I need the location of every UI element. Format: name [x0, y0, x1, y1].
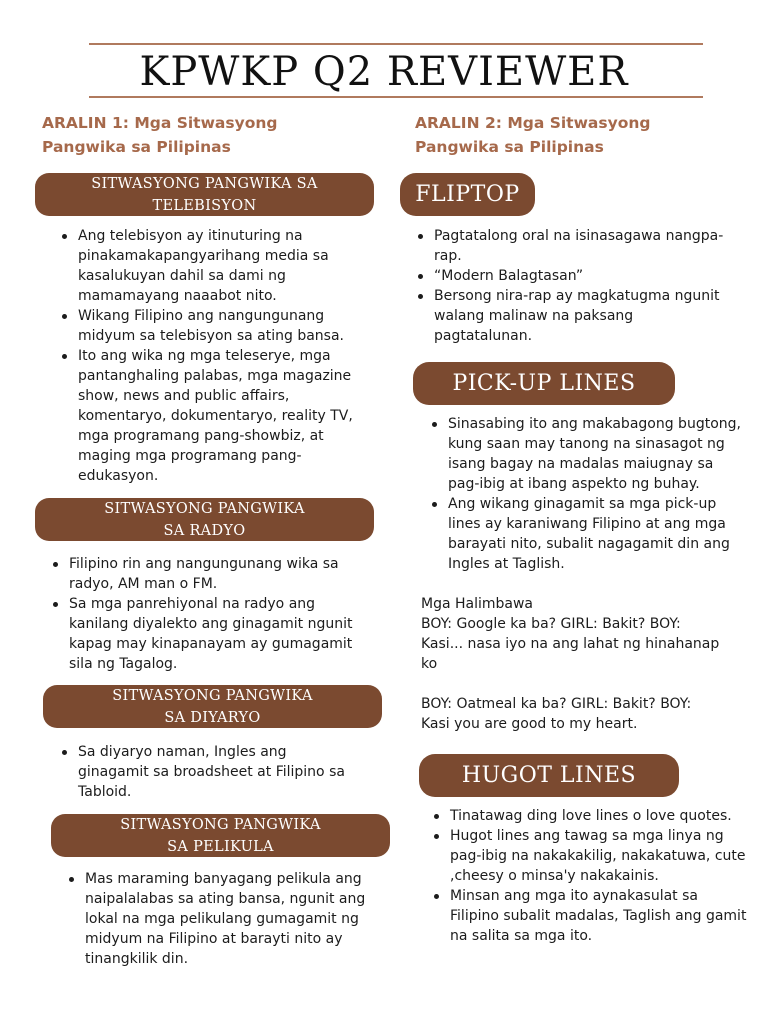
- page-title: KPWKP Q2 REVIEWER: [139, 49, 629, 95]
- section-heading-pick-up-lines: [413, 362, 675, 405]
- section-heading-label: HUGOT LINES: [461, 763, 637, 788]
- list-item: Bersong nira-rap ay magkatugma ngunit walang malinaw na paksang pagtatalunan.: [434, 286, 734, 346]
- list-item: Sinasabing ito ang makabagong bugtong, kung saan may tanong na sinasagot ng isang bagay na madalas maiugnay sa pag-ibig at ibang aspekto ng buhay.: [448, 414, 748, 494]
- top-divider: [89, 43, 703, 45]
- section-heading-label: PICK-UP LINES: [452, 371, 636, 396]
- section-heading-label: SITWASYONG PANGWIKA SA RADYO: [104, 500, 305, 539]
- hugot-lines-bullet-list: [426, 806, 750, 946]
- list-item: Tinatawag ding love lines o love quotes.: [450, 806, 750, 826]
- list-item: Hugot lines ang tawag sa mga linya ng pag-ibig na nakakakilig, nakakatuwa, cute ,cheesy o minsa'y nakakainis.: [450, 826, 750, 886]
- section-heading-label: SITWASYONG PANGWIKA SA TELEBISYON: [91, 175, 318, 214]
- telebisyon-bullet-list: [54, 226, 378, 486]
- section-heading-label: FLIPTOP: [415, 182, 520, 207]
- pick-up-lines-bullet-list: [424, 414, 748, 574]
- section-heading-label: SITWASYONG PANGWIKA SA DIYARYO: [112, 687, 313, 726]
- list-item: Pagtatalong oral na isinasagawa nangpa-rap.: [434, 226, 734, 266]
- section-heading-radyo: [35, 498, 374, 541]
- section-heading-diyaryo: [43, 685, 382, 728]
- list-item: Filipino rin ang nangungunang wika sa radyo, AM man o FM.: [69, 554, 369, 594]
- fliptop-bullet-list: [410, 226, 734, 346]
- pelikula-bullet-list: [61, 869, 385, 969]
- example-2: BOY: Oatmeal ka ba? GIRL: Bakit? BOY: Kasi you are good to my heart.: [421, 696, 692, 732]
- diyaryo-bullet-list: [54, 742, 358, 802]
- list-item: Minsan ang mga ito aynakasulat sa Filipino subalit madalas, Taglish ang gamit na salita sa mga ito.: [450, 886, 750, 946]
- list-item: Ang telebisyon ay itinuturing na pinakamakapangyarihang media sa kasalukuyan dahil sa dami ng mamamayang naaabot nito.: [78, 226, 378, 306]
- section-heading-hugot-lines: [419, 754, 679, 797]
- list-item: Ito ang wika ng mga teleserye, mga pantanghaling palabas, mga magazine show, news and public affairs, komentaryo, dokumentaryo, reality TV, mga programang pang-showbiz, at maging mga programang pang-edukasyon.: [78, 346, 378, 486]
- list-item: Sa mga panrehiyonal na radyo ang kanilang diyalekto ang ginagamit ngunit kapag may kinapanayam ay gumagamit sila ng Tagalog.: [69, 594, 369, 674]
- list-item: Ang wikang ginagamit sa mga pick-up lines ay karaniwang Filipino at ang mga barayati nito, subalit nagagamit din ang Ingles at Taglish.: [448, 494, 748, 574]
- section-heading-pelikula: [51, 814, 390, 857]
- list-item: Wikang Filipino ang nangungunang midyum sa telebisyon sa ating bansa.: [78, 306, 378, 346]
- section-heading-telebisyon: [35, 173, 374, 216]
- list-item: Mas maraming banyagang pelikula ang naipalalabas sa ating bansa, ngunit ang lokal na mga pelikulang gumagamit ng midyum na Filipino at barayti nito ay tinangkilik din.: [85, 869, 385, 969]
- example-1: BOY: Google ka ba? GIRL: Bakit? BOY: Kasi... nasa iyo na ang lahat ng hinahanap ko: [421, 616, 720, 672]
- aralin-1-heading: ARALIN 1: Mga Sitwasyong Pangwika sa Pilipinas: [42, 114, 278, 156]
- section-heading-fliptop: [400, 173, 535, 216]
- section-heading-label: SITWASYONG PANGWIKA SA PELIKULA: [120, 816, 321, 855]
- list-item: “Modern Balagtasan”: [434, 266, 734, 286]
- aralin-2-heading: ARALIN 2: Mga Sitwasyong Pangwika sa Pilipinas: [415, 114, 651, 156]
- examples-label: Mga Halimbawa: [421, 596, 534, 612]
- bottom-divider: [89, 96, 703, 98]
- radyo-bullet-list: [45, 554, 369, 674]
- list-item: Sa diyaryo naman, Ingles ang ginagamit sa broadsheet at Filipino sa Tabloid.: [78, 742, 358, 802]
